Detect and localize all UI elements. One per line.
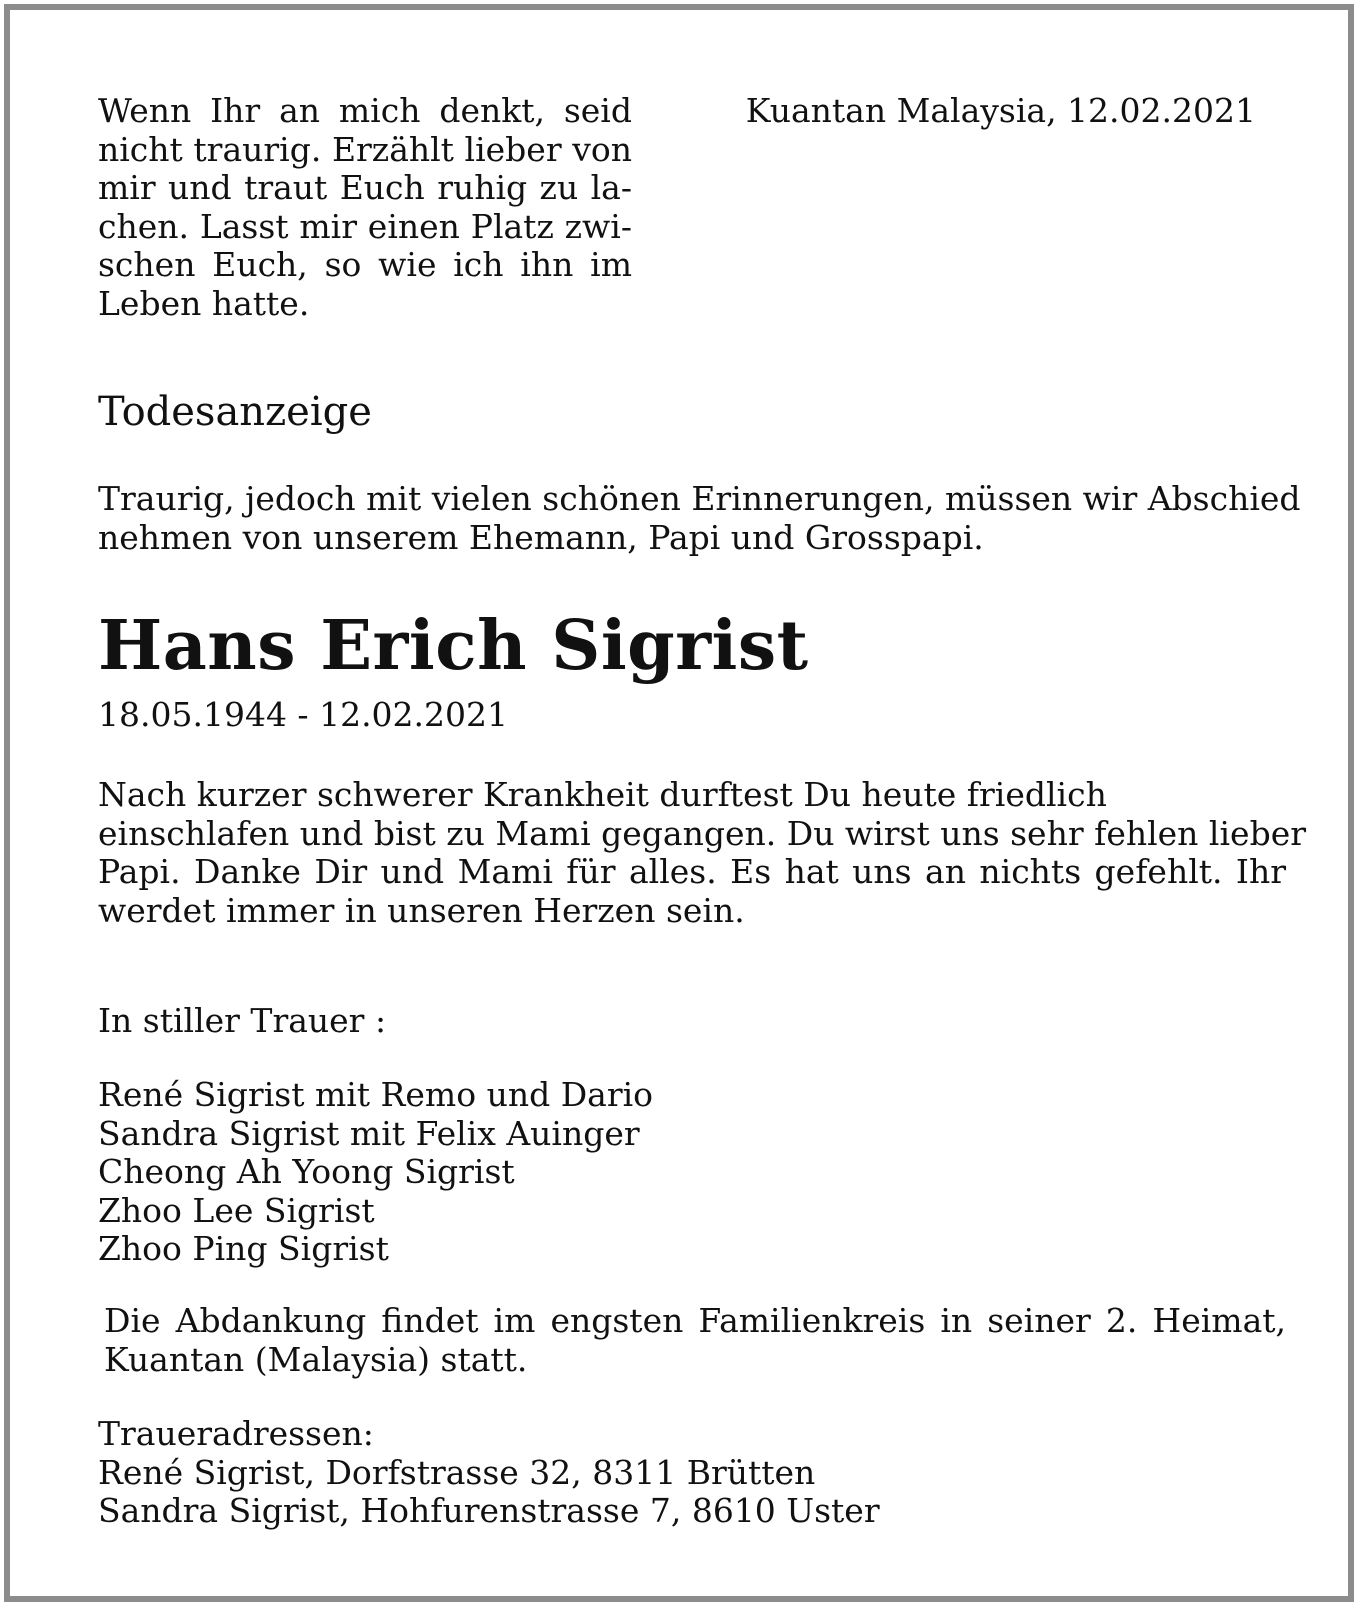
message-line: einschlafen und bist zu Mami gegangen. Du wirst uns sehr fehlen lieber <box>98 813 1306 853</box>
message-line: Nach kurzer schwerer Krankheit durftest Du heute friedlich <box>98 775 1107 814</box>
intro-line: nehmen von unserem Ehemann, Papi und Grosspapi. <box>98 517 984 557</box>
poem <box>98 92 632 323</box>
mourner-name: Zhoo Ping Sigrist <box>98 1229 389 1268</box>
poem-line: Wenn Ihr an mich denkt, seid <box>98 91 632 130</box>
mourner-name: René Sigrist mit Remo und Dario <box>98 1075 654 1114</box>
intro-line: Traurig, jedoch mit vielen schönen Erinnerungen, müssen wir Abschied <box>98 479 1301 518</box>
poem-line: schen Euch, so wie ich ihn im <box>98 245 632 284</box>
mourner-name: Zhoo Lee Sigrist <box>98 1190 375 1230</box>
deceased-name: Hans Erich Sigrist <box>98 606 809 686</box>
addresses-label: Traueradressen: <box>98 1414 374 1453</box>
mourning-addresses <box>98 1415 880 1531</box>
message-line: werdet immer in unseren Herzen sein. <box>98 890 745 930</box>
place-date: Kuantan Malaysia, 12.02.2021 <box>745 91 1256 130</box>
address-line: René Sigrist, Dorfstrasse 32, 8311 Brütten <box>98 1452 816 1492</box>
ceremony-line: Kuantan (Malaysia) statt. <box>104 1339 528 1379</box>
poem-line: nicht traurig. Erzählt lieber von <box>98 129 632 169</box>
poem-line: Leben hatte. <box>98 283 310 323</box>
message-line: Papi. Danke Dir und Mami für alles. Es hat uns an nichts gefehlt. Ihr <box>98 852 1286 891</box>
obituary-page <box>4 4 1354 1602</box>
mourner-name: Sandra Sigrist mit Felix Auinger <box>98 1113 640 1153</box>
intro-text <box>98 479 1301 557</box>
ceremony-line: Die Abdankung findet im engsten Familienkreis in seiner 2. Heimat, <box>104 1301 1286 1340</box>
address-line: Sandra Sigrist, Hohfurenstrasse 7, 8610 Uster <box>98 1491 880 1530</box>
mourning-label: In stiller Trauer : <box>98 1001 387 1040</box>
poem-line: mir und traut Euch ruhig zu la- <box>98 168 632 207</box>
life-dates: 18.05.1944 - 12.02.2021 <box>98 695 509 734</box>
mourner-name: Cheong Ah Yoong Sigrist <box>98 1152 515 1191</box>
mourners-list <box>98 1076 653 1269</box>
ceremony-notice <box>104 1302 1286 1379</box>
page-title: Todesanzeige <box>98 389 372 435</box>
farewell-message <box>98 775 1306 930</box>
poem-line: chen. Lasst mir einen Platz zwi- <box>98 206 632 246</box>
